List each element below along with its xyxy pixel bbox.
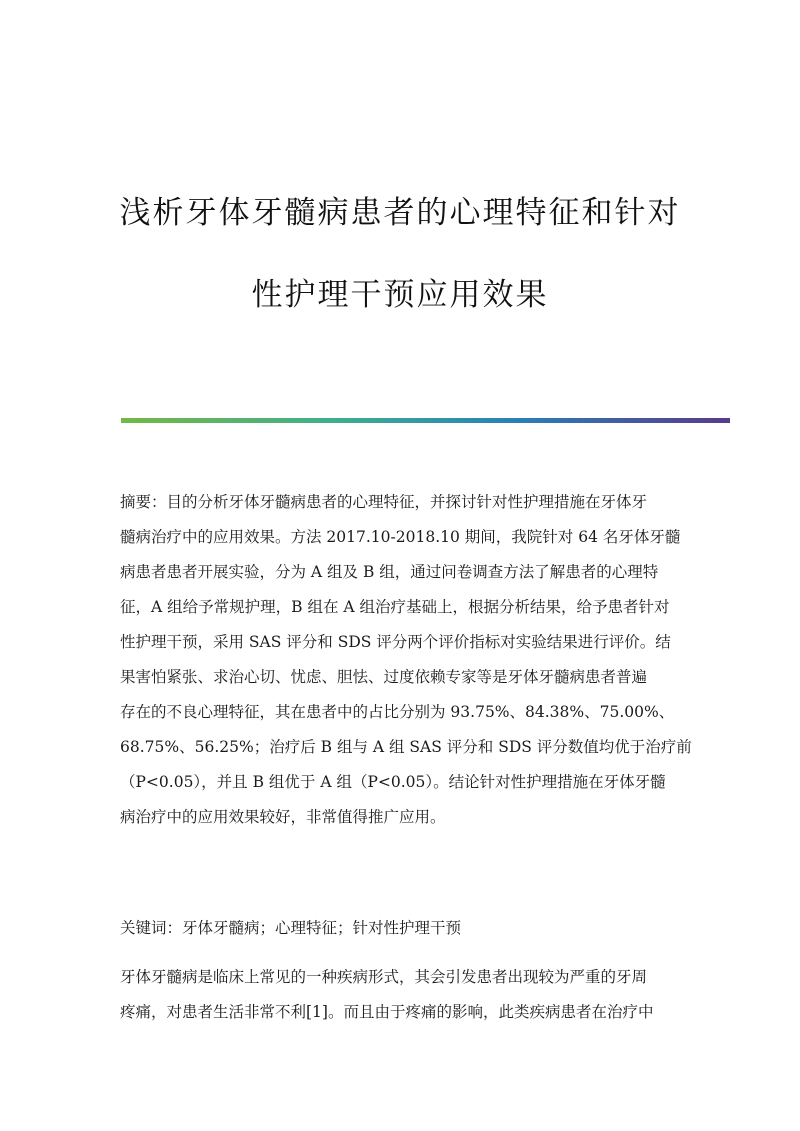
abstract-line: 征，A 组给予常规护理，B 组在 A 组治疗基础上，根据分析结果，给予患者针对 <box>120 598 670 616</box>
keywords-text: 关键词：牙体牙髓病；心理特征；针对性护理干预 <box>120 919 462 937</box>
gradient-divider <box>121 418 730 423</box>
document-title-line-1: 浅析牙体牙髓病患者的心理特征和针对 <box>119 195 681 231</box>
abstract-paragraph <box>120 485 700 835</box>
body-paragraph <box>120 960 700 1030</box>
body-line: 牙体牙髓病是临床上常见的一种疾病形式，其会引发患者出现较为严重的牙周 <box>120 968 648 986</box>
body-line: 疼痛，对患者生活非常不利[1]。而且由于疼痛的影响，此类疾病患者在治疗中 <box>120 1003 654 1021</box>
document-title-line-2: 性护理干预应用效果 <box>251 277 549 313</box>
abstract-line: 果害怕紧张、求治心切、忧虑、胆怯、过度依赖专家等是牙体牙髓病患者普遍 <box>120 668 648 686</box>
abstract-line: 髓病治疗中的应用效果。方法 2017.10-2018.10 期间，我院针对 64 名牙体牙髓 <box>120 528 681 546</box>
abstract-line: 病患者患者开展实验，分为 A 组及 B 组，通过问卷调查方法了解患者的心理特 <box>120 563 659 581</box>
abstract-line: （P<0.05），并且 B 组优于 A 组（P<0.05）。结论针对性护理措施在牙体牙髓 <box>120 773 666 791</box>
keywords-line <box>120 911 700 946</box>
abstract-line: 68.75%、56.25%；治疗后 B 组与 A 组 SAS 评分和 SDS 评分数值均优于治疗前 <box>120 738 692 756</box>
abstract-line: 性护理干预，采用 SAS 评分和 SDS 评分两个评价指标对实验结果进行评价。结 <box>120 633 671 651</box>
abstract-line: 摘要：目的分析牙体牙髓病患者的心理特征，并探讨针对性护理措施在牙体牙 <box>120 493 648 511</box>
abstract-line: 存在的不良心理特征，其在患者中的占比分别为 93.75%、84.38%、75.00%、 <box>120 703 675 721</box>
abstract-line: 病治疗中的应用效果较好，非常值得推广应用。 <box>120 808 446 826</box>
